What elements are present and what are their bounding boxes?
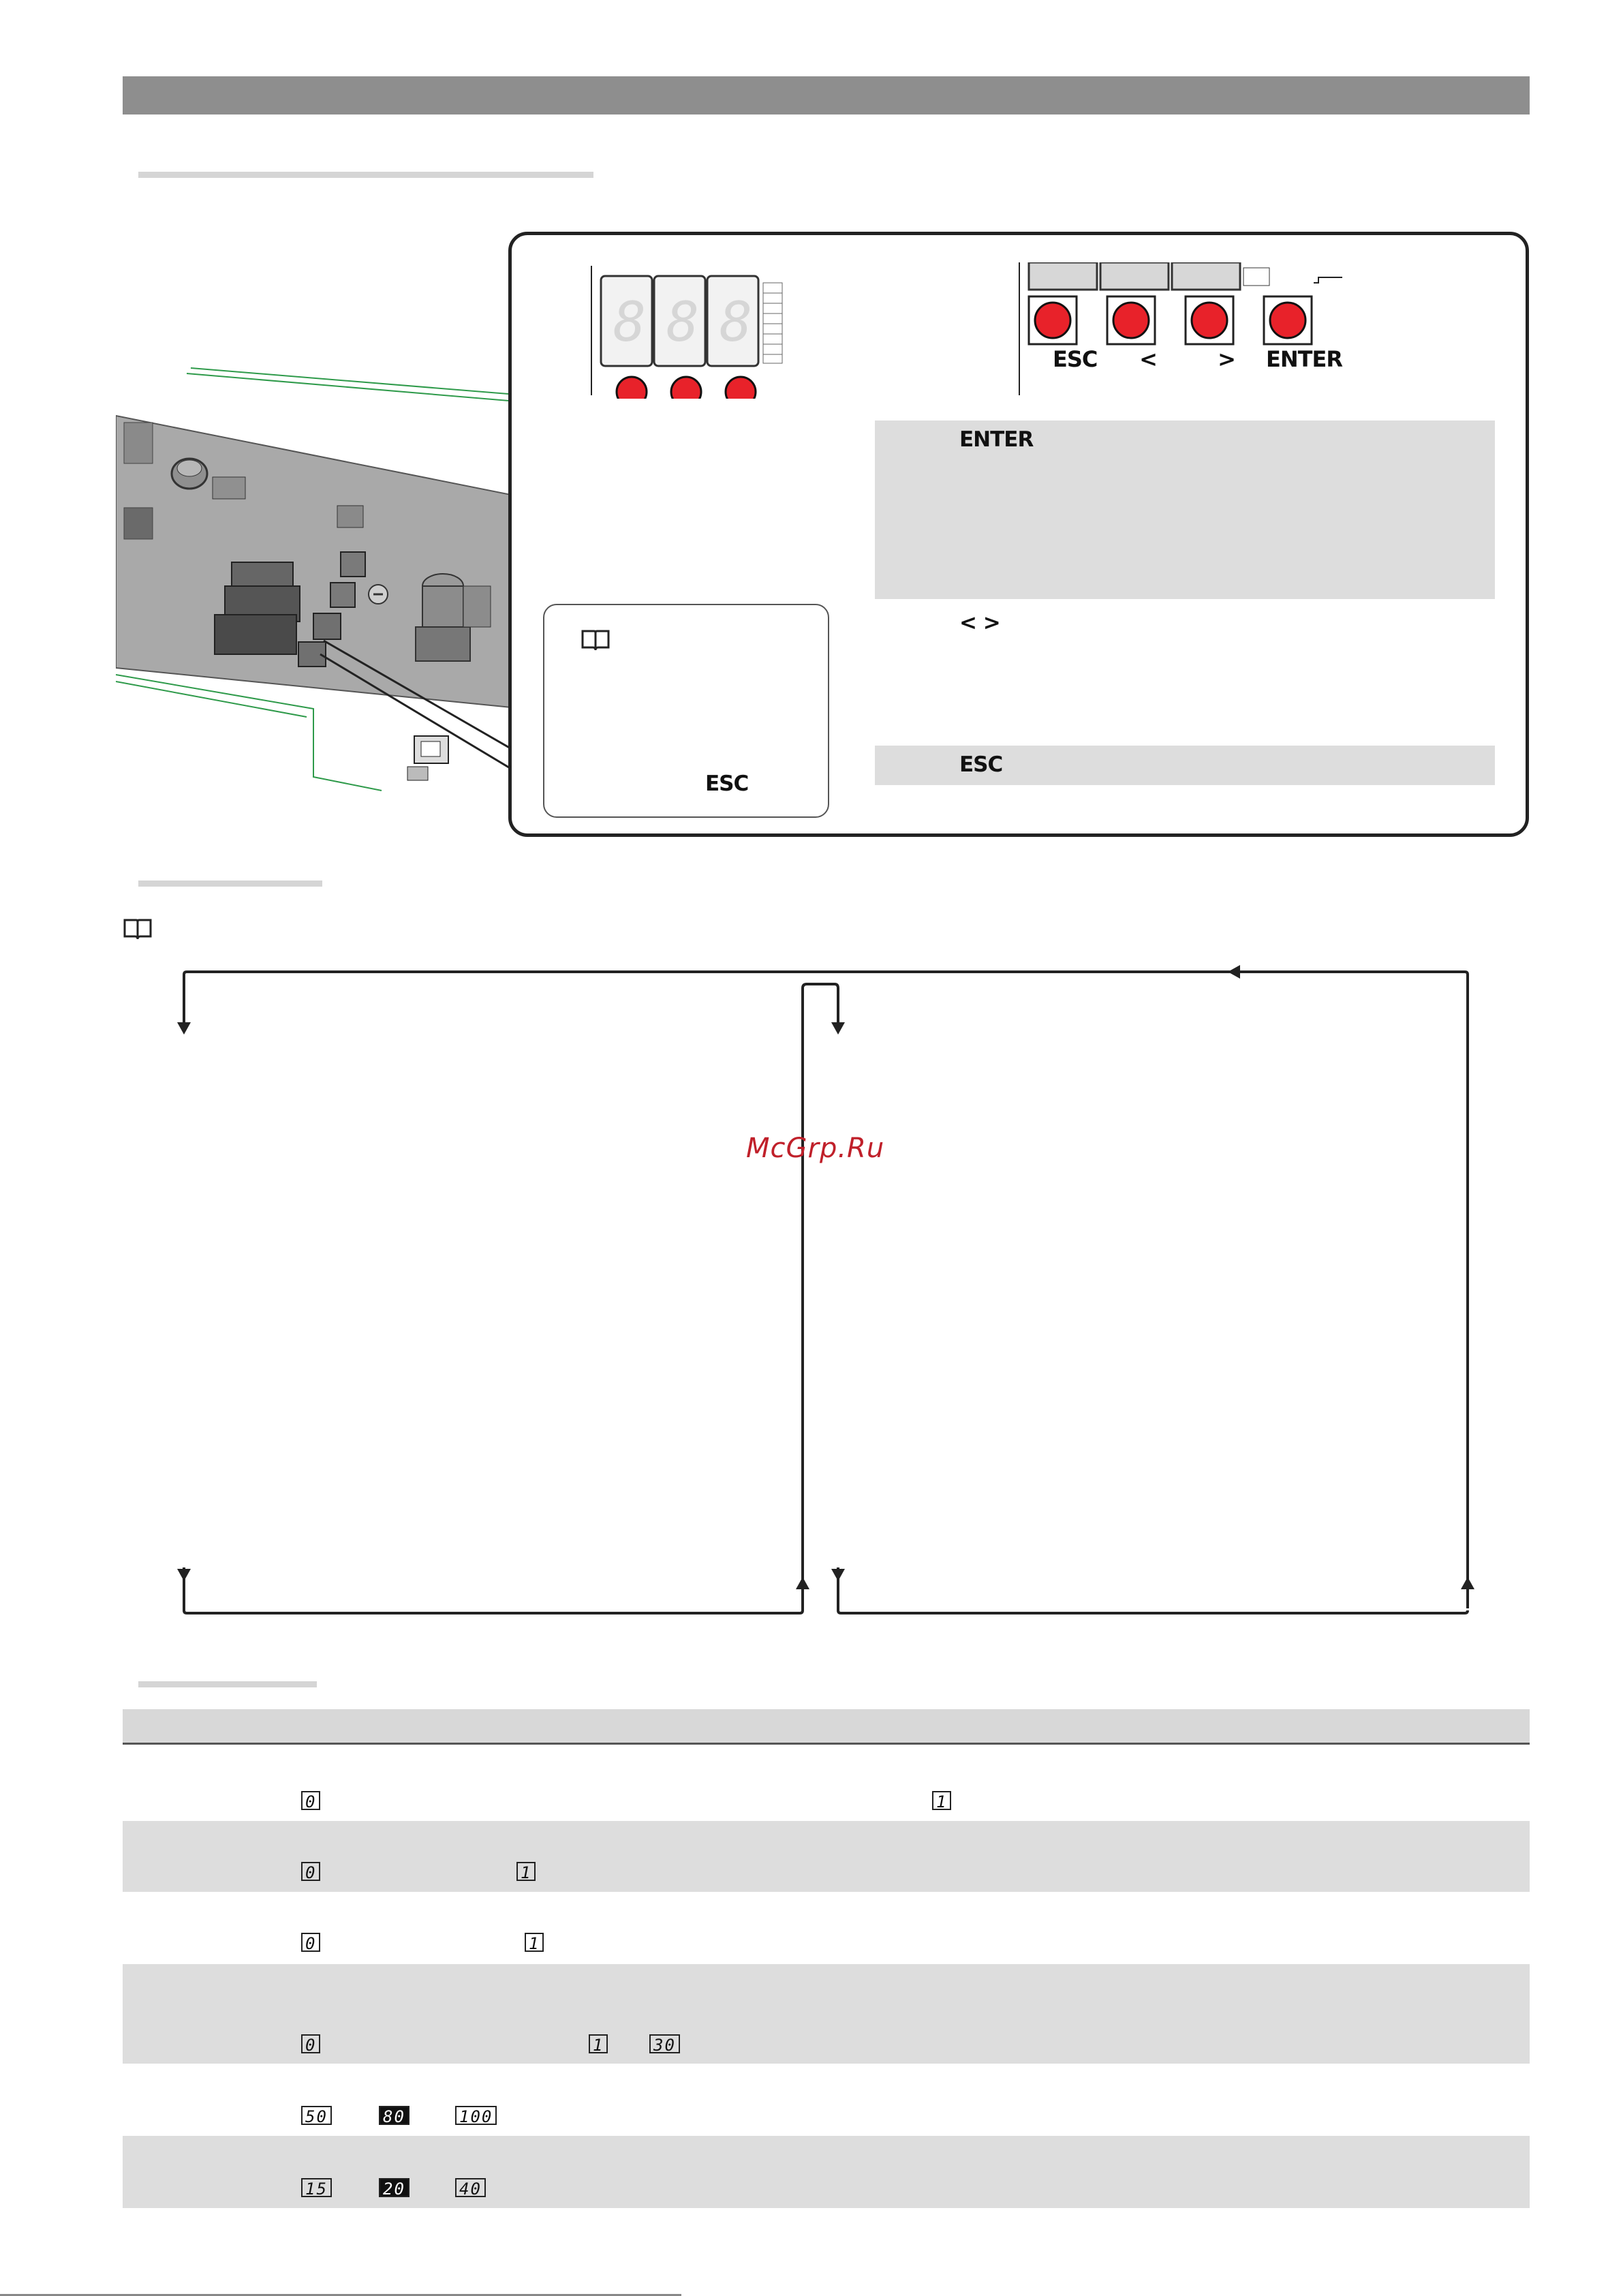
svg-text:8: 8 [666, 290, 700, 354]
svg-text:8: 8 [720, 290, 753, 354]
display-value: 0 [301, 2034, 320, 2053]
table-row [123, 2064, 1530, 2136]
display-value: 100 [455, 2106, 497, 2125]
left-button-label: < [1139, 346, 1157, 372]
table-row [123, 1964, 1530, 2064]
enter-description-row [875, 420, 1495, 599]
display-value: 1 [516, 1862, 536, 1881]
right-button-label: > [1218, 346, 1235, 372]
book-icon [123, 917, 153, 940]
note-esc-label: ESC [705, 771, 749, 796]
section-rule-3 [138, 1681, 317, 1687]
arrows-row-label: < > [959, 611, 1000, 635]
display-value: 50 [301, 2106, 332, 2125]
arrows-description-row [875, 607, 1495, 743]
watermark-text: McGrp.Ru [746, 1133, 885, 1164]
seven-segment-display-detail [587, 262, 792, 399]
display-value-highlighted: 20 [379, 2178, 409, 2197]
display-value-highlighted: 80 [379, 2106, 409, 2125]
navigation-buttons-detail [1015, 262, 1356, 399]
svg-text:8: 8 [613, 290, 647, 354]
header-bar [123, 76, 1530, 114]
display-value: 1 [589, 2034, 608, 2053]
display-value: 15 [301, 2178, 332, 2197]
enter-button-label: ENTER [1266, 346, 1342, 372]
control-board-illustration [116, 354, 525, 804]
table-row [123, 1751, 1530, 1821]
table-header [123, 1709, 1530, 1745]
display-value: 1 [525, 1933, 544, 1952]
enter-row-label: ENTER [959, 427, 1034, 452]
esc-description-row [875, 746, 1495, 785]
section-rule-1 [138, 172, 593, 178]
display-value: 0 [301, 1791, 320, 1810]
display-value: 0 [301, 1933, 320, 1952]
esc-row-label: ESC [959, 752, 1003, 777]
table-row [123, 1821, 1530, 1892]
section-rule-2 [138, 881, 322, 887]
table-row [123, 2136, 1530, 2208]
note-box [543, 604, 829, 818]
display-value: 30 [649, 2034, 680, 2053]
display-value: 40 [455, 2178, 486, 2197]
menu-navigation-flow-diagram [164, 954, 1485, 1622]
table-row [123, 1892, 1530, 1964]
esc-button-label: ESC [1053, 346, 1098, 372]
book-icon [581, 628, 610, 652]
display-value: 1 [932, 1791, 951, 1810]
display-value: 0 [301, 1862, 320, 1881]
